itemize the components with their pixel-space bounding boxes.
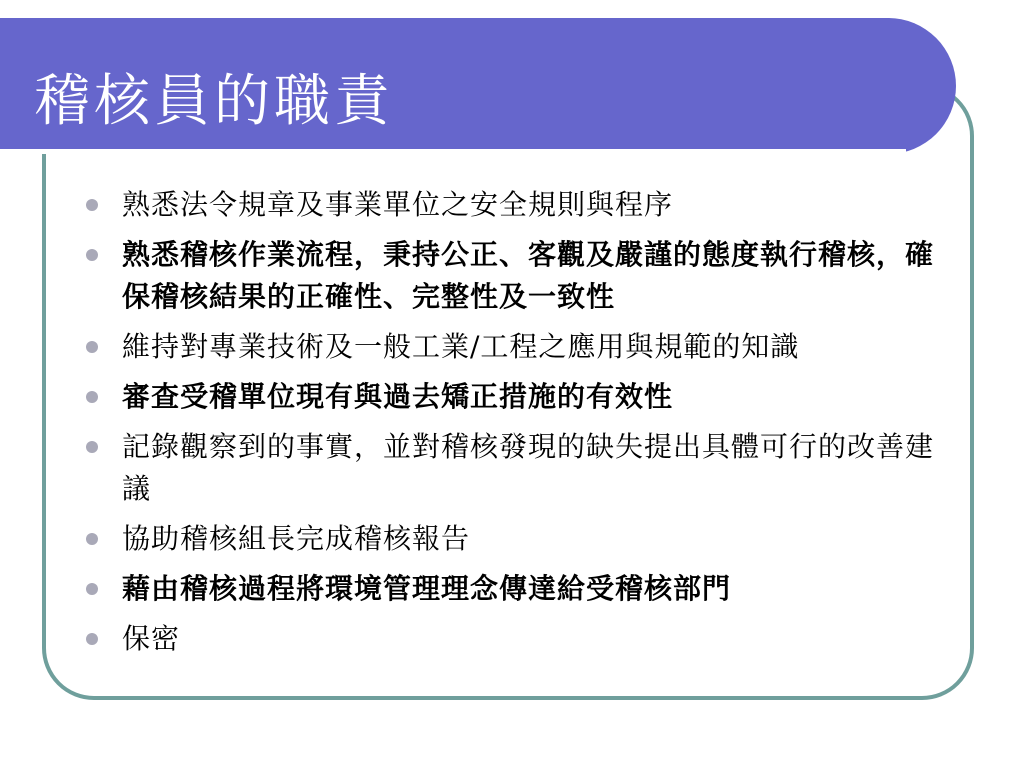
bullet-item-7	[86, 568, 946, 610]
title-underline	[0, 149, 906, 154]
bullet-dot-icon	[86, 533, 98, 545]
bullet-item-1	[86, 184, 946, 226]
bullet-item-8	[86, 618, 946, 660]
bullet-dot-icon	[86, 249, 98, 261]
bullet-dot-icon	[86, 441, 98, 453]
bullet-dot-icon	[86, 341, 98, 353]
bullet-text: 協助稽核組長完成稽核報告	[122, 522, 471, 555]
bullet-item-4	[86, 376, 946, 418]
bullet-dot-icon	[86, 199, 98, 211]
bullet-item-5	[86, 426, 946, 510]
bullet-dot-icon	[86, 583, 98, 595]
bullet-text: 熟悉法令規章及事業單位之安全規則與程序	[122, 188, 674, 221]
bullet-item-3	[86, 326, 946, 368]
bullet-text: 審查受稽單位現有與過去矯正措施的有效性	[122, 380, 674, 413]
bullet-dot-icon	[86, 633, 98, 645]
bullet-dot-icon	[86, 391, 98, 403]
slide-title: 稽核員的職責	[34, 69, 394, 134]
bullet-item-6	[86, 518, 946, 560]
bullet-text: 保密	[122, 622, 181, 655]
bullet-text: 藉由稽核過程將環境管理理念傳達給受稽核部門	[122, 572, 732, 605]
bullet-text: 維持對專業技術及一般工業/工程之應用與規範的知識	[122, 330, 800, 363]
bullet-text: 記錄觀察到的事實，並對稽核發現的缺失提出具體可行的改善建議	[122, 430, 935, 505]
bullet-item-2	[86, 234, 946, 318]
title-bar	[0, 18, 956, 154]
bullet-list	[86, 184, 946, 668]
bullet-text: 熟悉稽核作業流程，秉持公正、客觀及嚴謹的態度執行稽核，確保稽核結果的正確性、完整性及一致性	[122, 238, 935, 313]
